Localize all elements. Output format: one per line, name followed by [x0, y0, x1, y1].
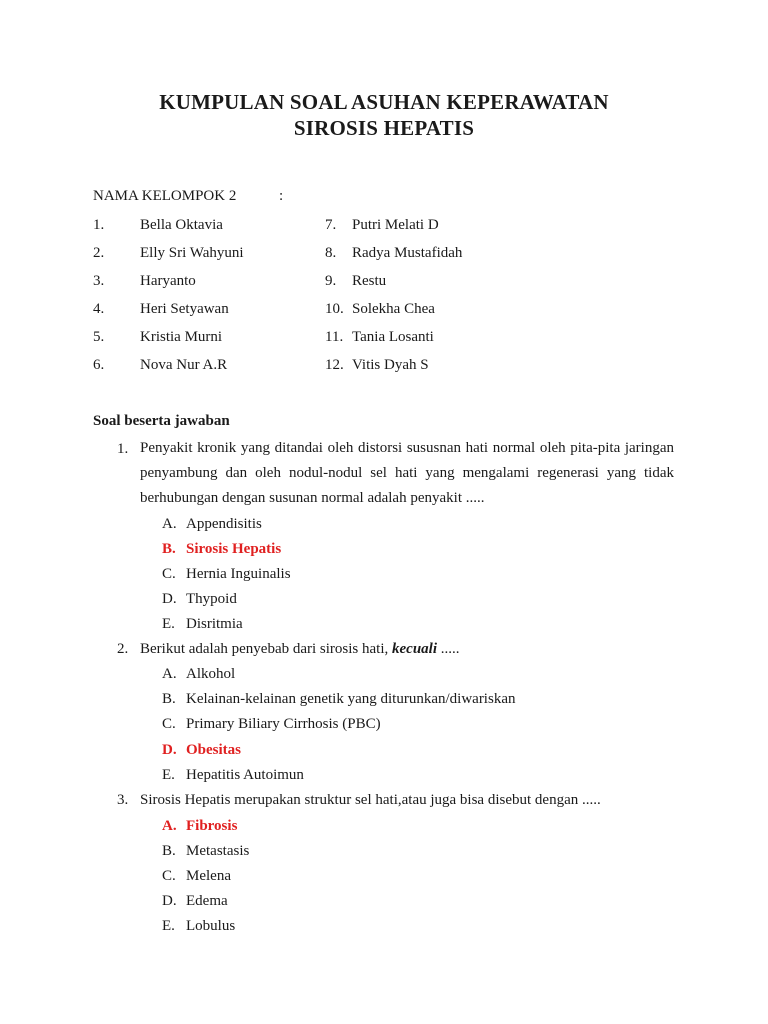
option-text-correct: Obesitas: [186, 742, 242, 758]
question-text-end: .....: [437, 641, 460, 657]
option-text-correct: Fibrosis: [186, 818, 238, 834]
question-text-emphasis: kecuali: [392, 641, 438, 657]
option-text: Appendisitis: [186, 516, 262, 532]
group-label-colon: :: [279, 188, 284, 204]
member-name: Bella Oktavia: [140, 217, 223, 233]
question-text-start: Berikut adalah penyebab dari sirosis hati,: [140, 641, 393, 657]
option-text: Alkohol: [186, 666, 236, 682]
member-number: 11.: [325, 329, 344, 345]
member-number: 12.: [325, 357, 344, 373]
member-number: 10.: [325, 301, 344, 317]
option-text: Lobulus: [186, 918, 236, 934]
member-number: 5.: [93, 329, 105, 345]
option-text: Edema: [186, 893, 228, 909]
option-text: Disritmia: [186, 616, 243, 632]
member-number: 6.: [93, 357, 105, 373]
member-name: Radya Mustafidah: [352, 245, 463, 261]
option-letter: D.: [162, 591, 177, 607]
member-number: 4.: [93, 301, 105, 317]
document-title-line-1: KUMPULAN SOAL ASUHAN KEPERAWATAN: [159, 90, 609, 114]
member-name: Vitis Dyah S: [352, 357, 429, 373]
document-title-line-2: SIROSIS HEPATIS: [293, 116, 475, 140]
section-heading: Soal beserta jawaban: [93, 413, 230, 429]
option-letter: E.: [162, 616, 175, 632]
option-letter: C.: [162, 566, 176, 582]
group-label: NAMA KELOMPOK 2: [93, 188, 237, 204]
member-name: Putri Melati D: [352, 217, 439, 233]
option-letter: B.: [162, 691, 176, 707]
question-number: 2.: [117, 641, 129, 657]
option-letter: E.: [162, 918, 175, 934]
option-text: Hepatitis Autoimun: [186, 767, 304, 783]
option-letter: B.: [162, 843, 176, 859]
option-letter: A.: [162, 666, 177, 682]
question-number: 1.: [117, 441, 129, 457]
option-letter: D.: [162, 893, 177, 909]
member-number: 8.: [325, 245, 337, 261]
member-number: 7.: [325, 217, 337, 233]
question-text: Sirosis Hepatis merupakan struktur sel hati,atau juga bisa disebut dengan .....: [140, 792, 601, 808]
option-letter-correct: B.: [162, 541, 176, 557]
option-text: Metastasis: [186, 843, 250, 859]
question-number: 3.: [117, 792, 129, 808]
member-number: 1.: [93, 217, 105, 233]
option-text: Kelainan-kelainan genetik yang diturunkan/diwariskan: [186, 691, 516, 707]
option-text: Hernia Inguinalis: [186, 566, 291, 582]
member-number: 3.: [93, 273, 105, 289]
member-name: Restu: [352, 273, 387, 289]
question-text: Penyakit kronik yang ditandai oleh distorsi sususnan hati normal oleh pita-pita jaringan penyambung dan oleh nodul-nodul sel hati yang mengalami regenerasi yang tidak berhubungan dengan susunan normal adalah penyakit .....: [140, 440, 674, 506]
member-number: 2.: [93, 245, 105, 261]
option-letter-correct: A.: [162, 818, 177, 834]
member-number: 9.: [325, 273, 337, 289]
member-name: Heri Setyawan: [140, 301, 229, 317]
question-text: [140, 640, 460, 658]
option-text: Melena: [186, 868, 231, 884]
option-letter: A.: [162, 516, 177, 532]
option-letter: E.: [162, 767, 175, 783]
member-name: Kristia Murni: [140, 329, 223, 345]
option-text: Primary Biliary Cirrhosis (PBC): [186, 716, 381, 732]
member-name: Solekha Chea: [352, 301, 435, 317]
option-letter: C.: [162, 868, 176, 884]
option-text: Thypoid: [186, 591, 237, 607]
member-name: Haryanto: [140, 273, 196, 289]
member-name: Tania Losanti: [352, 329, 434, 345]
member-name: Elly Sri Wahyuni: [140, 245, 244, 261]
option-letter-correct: D.: [162, 742, 177, 758]
option-letter: C.: [162, 716, 176, 732]
option-text-correct: Sirosis Hepatis: [186, 541, 282, 557]
member-name: Nova Nur A.R: [140, 357, 228, 373]
